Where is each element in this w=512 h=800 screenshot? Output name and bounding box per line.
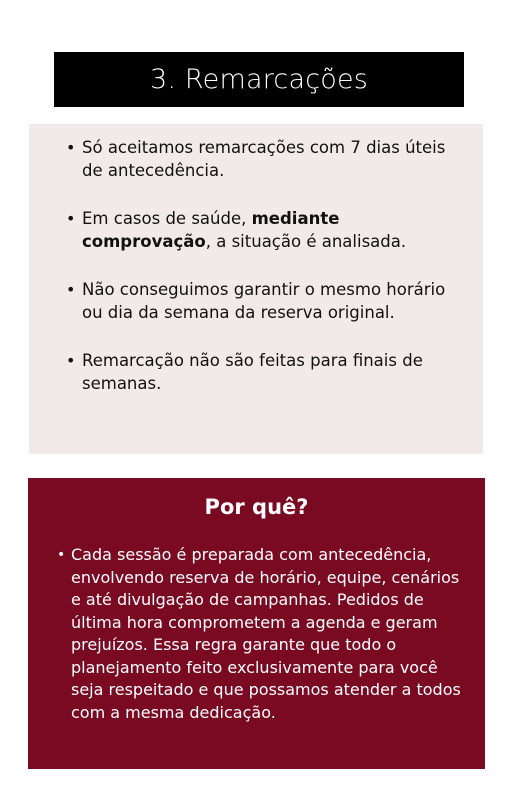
rules-panel (29, 124, 483, 454)
rule-text-end: , a situação é analisada. (205, 232, 407, 251)
bullet-icon: • (66, 209, 76, 228)
rule-item (29, 207, 483, 253)
rule-item (29, 136, 483, 182)
section-title-bar (54, 52, 464, 107)
rule-item (29, 349, 483, 395)
section-title: 3. Remarcações (149, 64, 369, 95)
bullet-icon: • (66, 351, 76, 370)
why-text: Cada sessão é preparada com antecedência, envolvendo reserva de horário, equipe, cenários e até divulgação de campanhas. Pedidos de última hora comprometem a agenda e geram prejuízos. Essa regra garante que todo o planejamento feito exclusivamente para você seja respeitado e que possamos atender a todos com a mesma dedicação. (71, 545, 461, 722)
rule-text: Remarcação não são feitas para finais de semanas. (82, 351, 423, 393)
bullet-icon: • (57, 547, 66, 563)
bullet-icon: • (66, 138, 76, 157)
rule-text: Não conseguimos garantir o mesmo horário ou dia da semana da reserva original. (82, 280, 446, 322)
rule-text-start: Em casos de saúde, (82, 209, 252, 228)
why-panel (28, 478, 485, 769)
rules-list (29, 136, 483, 420)
rule-item (29, 278, 483, 324)
bullet-icon: • (66, 280, 76, 299)
rule-text-bold: mediante comprovação (82, 209, 340, 251)
rule-text: Só aceitamos remarcações com 7 dias úteis de antecedência. (82, 138, 446, 180)
why-title: Por quê? (204, 495, 309, 519)
